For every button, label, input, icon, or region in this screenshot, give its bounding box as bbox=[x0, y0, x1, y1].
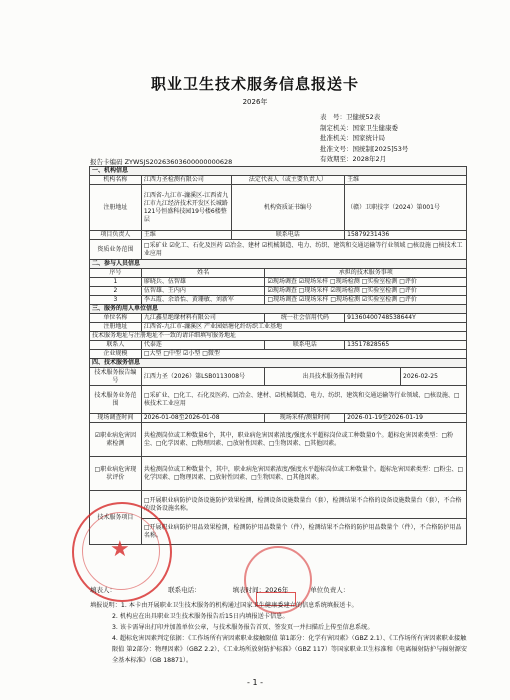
meta-approve: 批准机关：国家统计局 bbox=[320, 134, 385, 142]
client-name: 九江鑫星绝缘材料有限公司 bbox=[141, 314, 265, 323]
doc-year: 2026年 bbox=[242, 98, 268, 106]
table-row bbox=[90, 278, 467, 287]
item1-text: 共检测岗位或工种数量6个，其中，职业病危害因素浓度/强度水平超标岗位或工种数量0个。超标危害因素类型：□粉尘、□化学因素、□物理因素、□放射性因素、□生物因素、□其他因素。 bbox=[141, 423, 466, 457]
org-name-label: 机构名称 bbox=[90, 176, 142, 185]
item3-label: 技术服务项目 bbox=[90, 491, 142, 545]
phone-label: 联系电话 bbox=[231, 231, 345, 240]
sampling-label: 现场采样/测量时间 bbox=[265, 414, 345, 423]
staff-h-name: 姓名 bbox=[141, 269, 265, 278]
section-client: 三、服务的用人单位信息 bbox=[90, 305, 467, 314]
contact-label: 联系人 bbox=[90, 341, 142, 350]
report-card-no: 报告卡编码 ZYWSJS20263603600000000628 bbox=[90, 158, 233, 166]
uscc: 91360400748538644Y bbox=[345, 314, 467, 323]
uscc-label: 统一社会信用代码 bbox=[265, 314, 345, 323]
org-name: 江西力圣检测有限公司 bbox=[141, 176, 231, 185]
legal-name: 王维 bbox=[345, 176, 467, 185]
staff-names: 伍智雄、王内内 bbox=[141, 287, 265, 296]
proj-field-label: 技术服务业务范围 bbox=[90, 386, 142, 414]
fill-date: 填表时间：2026年 bbox=[232, 586, 289, 594]
notes bbox=[90, 600, 470, 666]
size-label: 企业规模 bbox=[90, 350, 142, 359]
pm-label: 项目负责人 bbox=[90, 231, 142, 240]
survey-date: 2026-01-08至2026-01-08 bbox=[141, 414, 265, 423]
table-row bbox=[90, 296, 467, 305]
service-addr-note: 技术服务地址与注册地址不一致的请详细填写服务地址 bbox=[90, 332, 467, 341]
table-row bbox=[90, 287, 467, 296]
meta-table-no: 表 号：卫健统52表 bbox=[320, 113, 381, 121]
filler-label: 填表人： bbox=[90, 586, 116, 594]
org-addr: 江西省-九江市-濂溪区-江西省九江市九江经济技术开发区长城路121号恒盛科技园19号楼6楼整层 bbox=[141, 185, 231, 231]
size-value: □大型 □中型 ☑小型 □微型 bbox=[141, 350, 466, 359]
scope-value: □采矿业 ☑化工、石化及医药 ☑冶金、建材 ☑机械制造、电力、纺织、建筑和交通运输等行业领域 □核设施 □核技术工业应用 bbox=[141, 240, 466, 260]
item3-text: □开展职业病防护设备设施防护效果检测，检测设备设施数量台（套），检测结果不合格的设备设施数量台（套），不合格的设备设施名称。 bbox=[141, 491, 466, 519]
note-4: 4. 超标危害因素判定依据：《工作场所有害因素职业接触限值 第1部分：化学有害因素》（GBZ 2.1）、《工作场所有害因素职业接触限值 第2部分：物理因素》（GBZ 2.2）、《工业场所放射防护标准》（GBZ 117）等国家职业卫生标准和《电离辐射防护与辐射源安全基本标准》（GB 18871）。 bbox=[112, 635, 468, 664]
staff-names: 李五霞、余语怡、黄珊敏、刘新军 bbox=[141, 296, 265, 305]
unit-head-label: 单位负责人： bbox=[310, 586, 350, 594]
note-3: 3. 该卡需导出打印并加盖单位公章，与技术服务报告首页、签发页一并扫描后上传至信息系统。 bbox=[112, 624, 374, 631]
staff-names: 廖晓兵、伍智雄 bbox=[141, 278, 265, 287]
doc-title: 职业卫生技术服务信息报送卡 bbox=[150, 75, 359, 93]
contact: 代泰连 bbox=[141, 341, 265, 350]
item1-label: ☑职业病危害因素检测 bbox=[90, 423, 142, 457]
proj-field: □采矿业、□化工、石化及医药、□冶金、建材、☑机械制造、电力、纺织、建筑和交通运输等行业领域、□核设施、□核技术工业应用 bbox=[141, 386, 466, 414]
section-org: 一、机构信息 bbox=[90, 167, 467, 176]
proj-date-label: 出具技术服务报告时间 bbox=[265, 368, 401, 386]
seal-star-icon: ★ bbox=[110, 537, 130, 562]
page-number: - 1 - bbox=[247, 678, 263, 687]
proj-date: 2026-02-25 bbox=[401, 368, 467, 386]
proj-report-label: 技术服务报告编号 bbox=[90, 368, 142, 386]
note-1: 填报说明：1. 本卡由开展职业卫生技术服务的机构通过国家卫生健康委建立的信息系统填报送卡。 bbox=[90, 602, 358, 609]
meta-valid: 有效期至：2028年2月 bbox=[320, 155, 387, 163]
meta-org: 制定机关：国家卫生健康委 bbox=[320, 123, 398, 132]
client-addr: 江西省-九江市-濂溪区 产业园姑塘化纤纺织工业基地 bbox=[141, 323, 466, 332]
item4-text: □开展职业病防护用品效果检测，检测防护用品数量个（件），检测结果不合格的防护用品数量个（件），不合格防护用品名称。 bbox=[141, 519, 466, 545]
staff-items: □现场调查 ☑现场采样 □现场检测 ☑实验室检测 □评价 bbox=[265, 296, 467, 305]
staff-h-items: 承担的技术服务事项 bbox=[265, 269, 467, 278]
survey-label: 现场调查时间 bbox=[90, 414, 142, 423]
cert-label: 机构资质证书编号 bbox=[231, 185, 345, 231]
sampling-date: 2026-01-19至2026-01-19 bbox=[345, 414, 467, 423]
client-name-label: 单位名称 bbox=[90, 314, 142, 323]
staff-no: 2 bbox=[90, 287, 142, 296]
meta-approve-no: 批准文号：国统制[2025]53号 bbox=[320, 144, 409, 153]
info-table bbox=[89, 166, 467, 545]
pm-phone: 15879231436 bbox=[345, 231, 467, 240]
filler-phone-label: 联系电话： bbox=[168, 586, 201, 594]
scope-label: 资质业务范围 bbox=[90, 240, 142, 260]
note-2: 2. 机构应在出具职业卫生技术服务报告后15日内填报送卡信息。 bbox=[112, 613, 289, 620]
staff-items: ☑现场调查 ☑现场采样 □现场检测 □实验室检测 □评价 bbox=[265, 278, 467, 287]
cert-no: （赣）卫职技字（2024）第001号 bbox=[345, 185, 467, 231]
meta-block bbox=[320, 112, 408, 165]
client-addr-label: 注册地址 bbox=[90, 323, 142, 332]
item2-text: 共检测岗位或工种数量个，其中，职业病危害因素浓度/强度水平超标岗位或工种数量个。超标危害因素类型：□粉尘、□化学因素、□物理因素、□放射性因素、□生物因素、□其他因素。 bbox=[141, 457, 466, 491]
pm-name: 王维 bbox=[141, 231, 231, 240]
bottom-sign-row bbox=[90, 585, 470, 594]
section-project: 四、技术服务信息 bbox=[90, 359, 467, 368]
proj-report-no: 江西力圣（2026）第LSB0113008号 bbox=[141, 368, 265, 386]
org-addr-label: 注册地址 bbox=[90, 185, 142, 231]
staff-items: ☑现场调查 □现场采样 ☑现场检测 □实验室检测 □评价 bbox=[265, 287, 467, 296]
staff-no: 3 bbox=[90, 296, 142, 305]
staff-h-no: 序号 bbox=[90, 269, 142, 278]
item2-label: □职业病危害现状评价 bbox=[90, 457, 142, 491]
legal-label: 法定代表人（或主要负责人） bbox=[231, 176, 345, 185]
section-staff: 二、参与人员信息 bbox=[90, 260, 467, 269]
cphone: 13517828565 bbox=[345, 341, 467, 350]
cphone-label: 联系电话 bbox=[265, 341, 345, 350]
staff-no: 1 bbox=[90, 278, 142, 287]
